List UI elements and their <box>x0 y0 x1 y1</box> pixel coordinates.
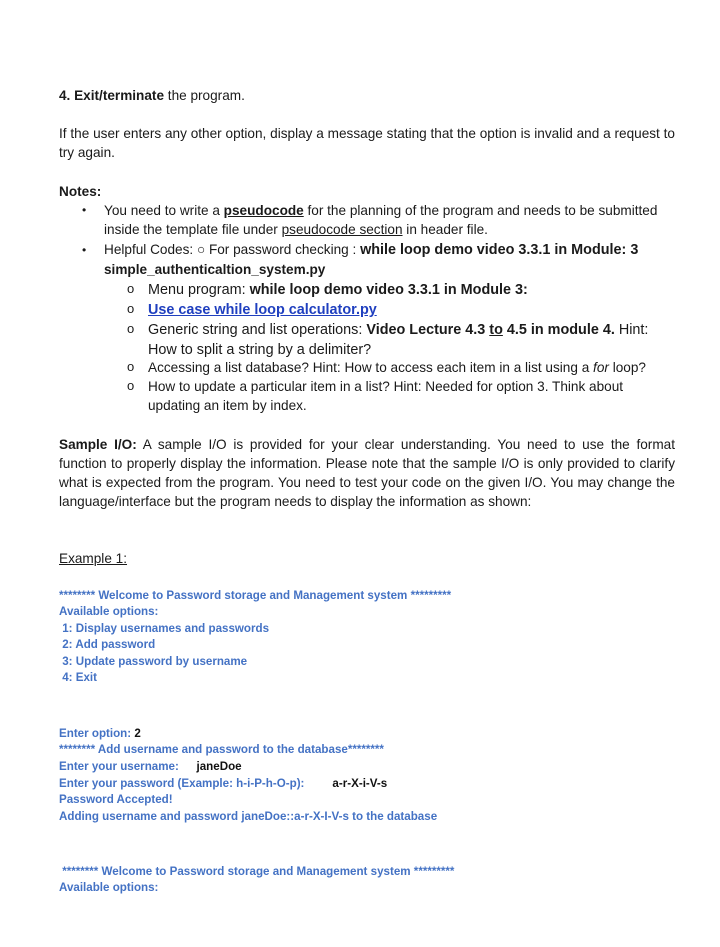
step-4-line <box>59 86 675 105</box>
console-available-options: Available options: <box>59 605 159 618</box>
console-option-3: 3: Update password by username <box>59 655 248 668</box>
bullet-icon: • <box>82 203 87 217</box>
note-text: Hint: How to split a string by a delimiter? <box>148 322 649 358</box>
note-text: for the planning of the program and needs to be submitted inside the template file under <box>104 203 658 237</box>
helpful-code-file: simple_authenticaltion_system.py <box>104 262 326 277</box>
circle-bullet-icon: o <box>127 301 135 316</box>
console-option-2: 2: Add password <box>59 638 156 651</box>
circle-bullet-icon: ○ <box>196 242 206 257</box>
console-option-4: 4: Exit <box>59 671 98 684</box>
console-add-header: ******** Add username and password to the database******** <box>59 743 384 756</box>
password-label: Enter your password (Example: h-i-P-h-O-p): <box>59 777 305 790</box>
circle-bullet-icon: o <box>127 378 135 393</box>
example-heading <box>59 549 675 568</box>
sample-io-paragraph <box>59 435 675 511</box>
example-heading-text: Example 1: <box>59 551 128 566</box>
sample-io-label: Sample I/O: <box>59 437 137 452</box>
pseudocode-section-term: pseudocode section <box>281 222 403 237</box>
sub-item-string-ops <box>148 320 676 360</box>
sub-item-list-access <box>148 358 676 377</box>
note-text: in header file. <box>402 222 488 237</box>
console-welcome-line-2: ******** Welcome to Password storage and Management system ********* <box>59 865 455 878</box>
note-text: loop? <box>608 360 646 375</box>
console-password-accepted: Password Accepted! <box>59 793 173 806</box>
helpful-code-ref: while loop demo video 3.3.1 in Module: 3 <box>360 242 639 258</box>
sub-item-calculator <box>148 300 676 320</box>
pseudocode-term: pseudocode <box>223 203 304 218</box>
username-value: janeDoe <box>196 760 242 773</box>
enter-option-value: 2 <box>134 727 141 740</box>
console-username-line <box>59 759 242 775</box>
console-available-options-2: Available options: <box>59 881 159 894</box>
note-text: Generic string and list operations: <box>148 322 367 338</box>
console-option-1: 1: Display usernames and passwords <box>59 622 270 635</box>
note-bullet-pseudocode <box>104 201 676 239</box>
console-password-line <box>59 776 387 792</box>
lecture-ref: Video Lecture 4.3 <box>366 322 490 338</box>
calculator-link[interactable]: Use case while loop calculator.py <box>148 302 377 318</box>
step-4-bold: 4. Exit/terminate <box>59 88 165 103</box>
note-text: Helpful Codes: <box>104 242 197 257</box>
console-adding-line: Adding username and password janeDoe::a-r-X-I-V-s to the database <box>59 810 438 823</box>
for-keyword: for <box>593 360 609 375</box>
console-enter-option <box>59 726 141 742</box>
note-text: Accessing a list database? Hint: How to access each item in a list using a <box>148 360 594 375</box>
note-text: You need to write a <box>104 203 224 218</box>
notes-heading-text: Notes: <box>59 184 102 199</box>
enter-option-label: Enter option: <box>59 727 135 740</box>
sample-io-text: A sample I/O is provided for your clear understanding. You need to use the format function to properly display the information. Please note that the sample I/O is only provided to clarify what is expected from the program. You need to test your code on the given I/O. You may change the language/interface but the program needs to display the information as shown: <box>59 437 675 509</box>
circle-bullet-icon: o <box>127 359 135 374</box>
lecture-ref-to: to <box>489 322 503 338</box>
sub-item-list-update: How to update a particular item in a list? Hint: Needed for option 3. Think about updating an item by index. <box>148 379 624 413</box>
lecture-ref-end: 4.5 in module 4. <box>502 322 615 338</box>
bullet-icon: • <box>82 243 87 257</box>
notes-heading <box>59 182 675 201</box>
circle-bullet-icon: o <box>127 281 135 296</box>
note-bullet-helpful-codes <box>104 240 676 279</box>
menu-program-ref: while loop demo video 3.3.1 in Module 3: <box>249 282 528 298</box>
note-text: Menu program: <box>148 282 250 298</box>
note-text: For password checking : <box>205 242 361 257</box>
invalid-option-paragraph: If the user enters any other option, display a message stating that the option is invalid and a request to try again. <box>59 126 675 160</box>
console-welcome-line: ******** Welcome to Password storage and Management system ********* <box>59 589 452 602</box>
sub-item-menu <box>148 280 676 300</box>
step-4-rest: the program. <box>164 88 245 103</box>
circle-bullet-icon: o <box>127 321 135 336</box>
username-label: Enter your username: <box>59 760 189 773</box>
password-value: a-r-X-i-V-s <box>332 777 388 790</box>
